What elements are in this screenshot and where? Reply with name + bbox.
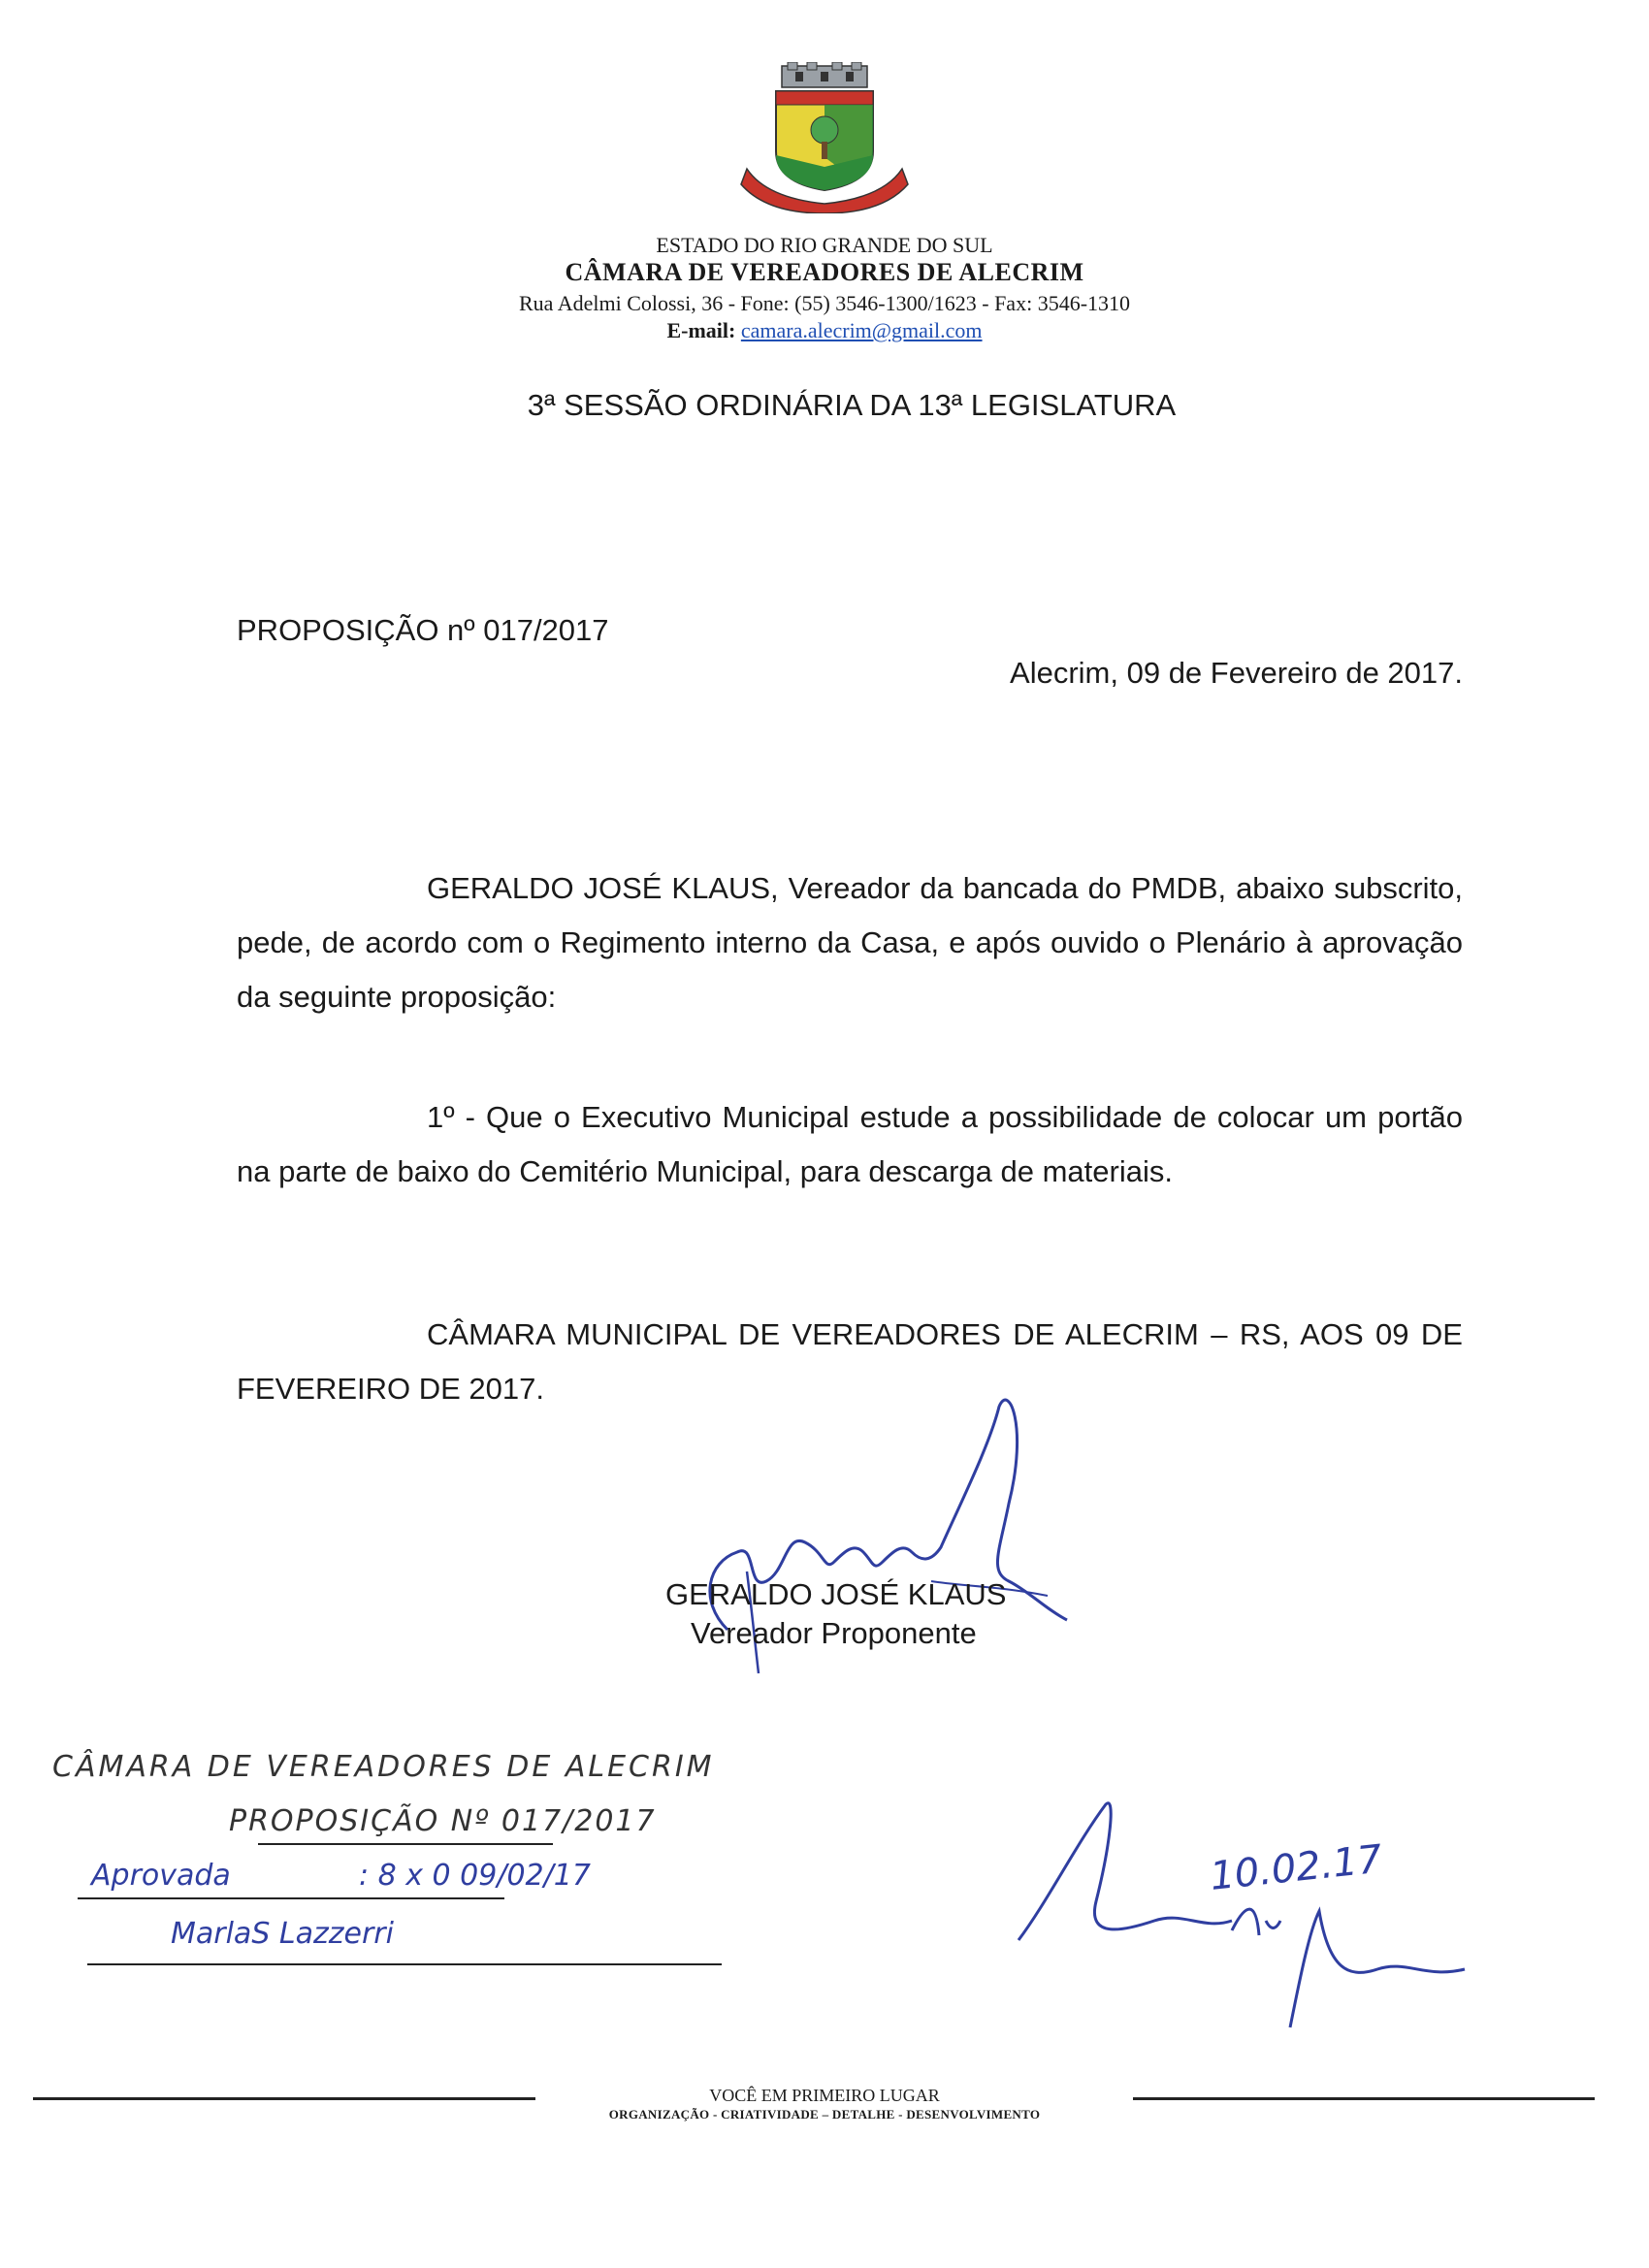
stamp-chamber-line: CÂMARA DE VEREADORES DE ALECRIM xyxy=(52,1750,715,1784)
municipal-coat-of-arms xyxy=(737,62,912,213)
signature-receipt xyxy=(1009,1785,1552,2037)
email-link[interactable]: camara.alecrim@gmail.com xyxy=(740,318,983,342)
body-paragraph-item xyxy=(237,1090,1463,1199)
stamp-signature-name: MarlaS Lazzerri xyxy=(171,1917,394,1951)
paragraph-text: 1º - Que o Executivo Municipal estude a possibilidade de colocar um portão na parte de baixo do Cemitério Municipal, para descarga de materiais. xyxy=(237,1100,1463,1188)
session-title: 3ª SESSÃO ORDINÁRIA DA 13ª LEGISLATURA xyxy=(527,388,1177,422)
header-address: Rua Adelmi Colossi, 36 - Fone: (55) 3546-1300/1623 - Fax: 3546-1310 xyxy=(518,291,1131,315)
date-line: Alecrim, 09 de Fevereiro de 2017. xyxy=(1010,656,1463,690)
signer-role: Vereador Proponente xyxy=(691,1616,977,1650)
paragraph-text: GERALDO JOSÉ KLAUS, Vereador da bancada do PMDB, abaixo subscrito, pede, de acordo com o Regimento interno da Casa, e após ouvido o Plenário à aprovação da seguinte proposição: xyxy=(237,871,1463,1014)
signer-name: GERALDO JOSÉ KLAUS xyxy=(665,1577,1007,1611)
stamp-proposition-line: PROPOSIÇÃO Nº 017/2017 xyxy=(229,1804,657,1838)
email-label: E-mail: xyxy=(666,318,736,342)
header-email xyxy=(0,318,1649,343)
footer-motto: VOCÊ EM PRIMEIRO LUGAR xyxy=(709,2086,940,2105)
approval-annotation xyxy=(39,1727,718,2018)
received-date: 10.02.17 xyxy=(1208,1836,1385,1899)
stamp-line xyxy=(78,1897,504,1899)
body-paragraph-request xyxy=(237,861,1463,1024)
header-chamber-name: CÂMARA DE VEREADORES DE ALECRIM xyxy=(565,258,1084,286)
stamp-vote-result: : 8 x 0 09/02/17 xyxy=(359,1859,591,1893)
stamp-line xyxy=(87,1963,722,1965)
paragraph-text: CÂMARA MUNICIPAL DE VEREADORES DE ALECRIM – RS, AOS 09 DE FEVEREIRO DE 2017. xyxy=(237,1317,1463,1406)
footer-values: ORGANIZAÇÃO - CRIATIVIDADE – DETALHE - DESENVOLVIMENTO xyxy=(608,2107,1041,2122)
stamp-line xyxy=(258,1843,553,1845)
header-state: ESTADO DO RIO GRANDE DO SUL xyxy=(656,233,993,257)
proposition-number: PROPOSIÇÃO nº 017/2017 xyxy=(237,613,609,647)
stamp-approved-label: Aprovada xyxy=(91,1859,231,1893)
